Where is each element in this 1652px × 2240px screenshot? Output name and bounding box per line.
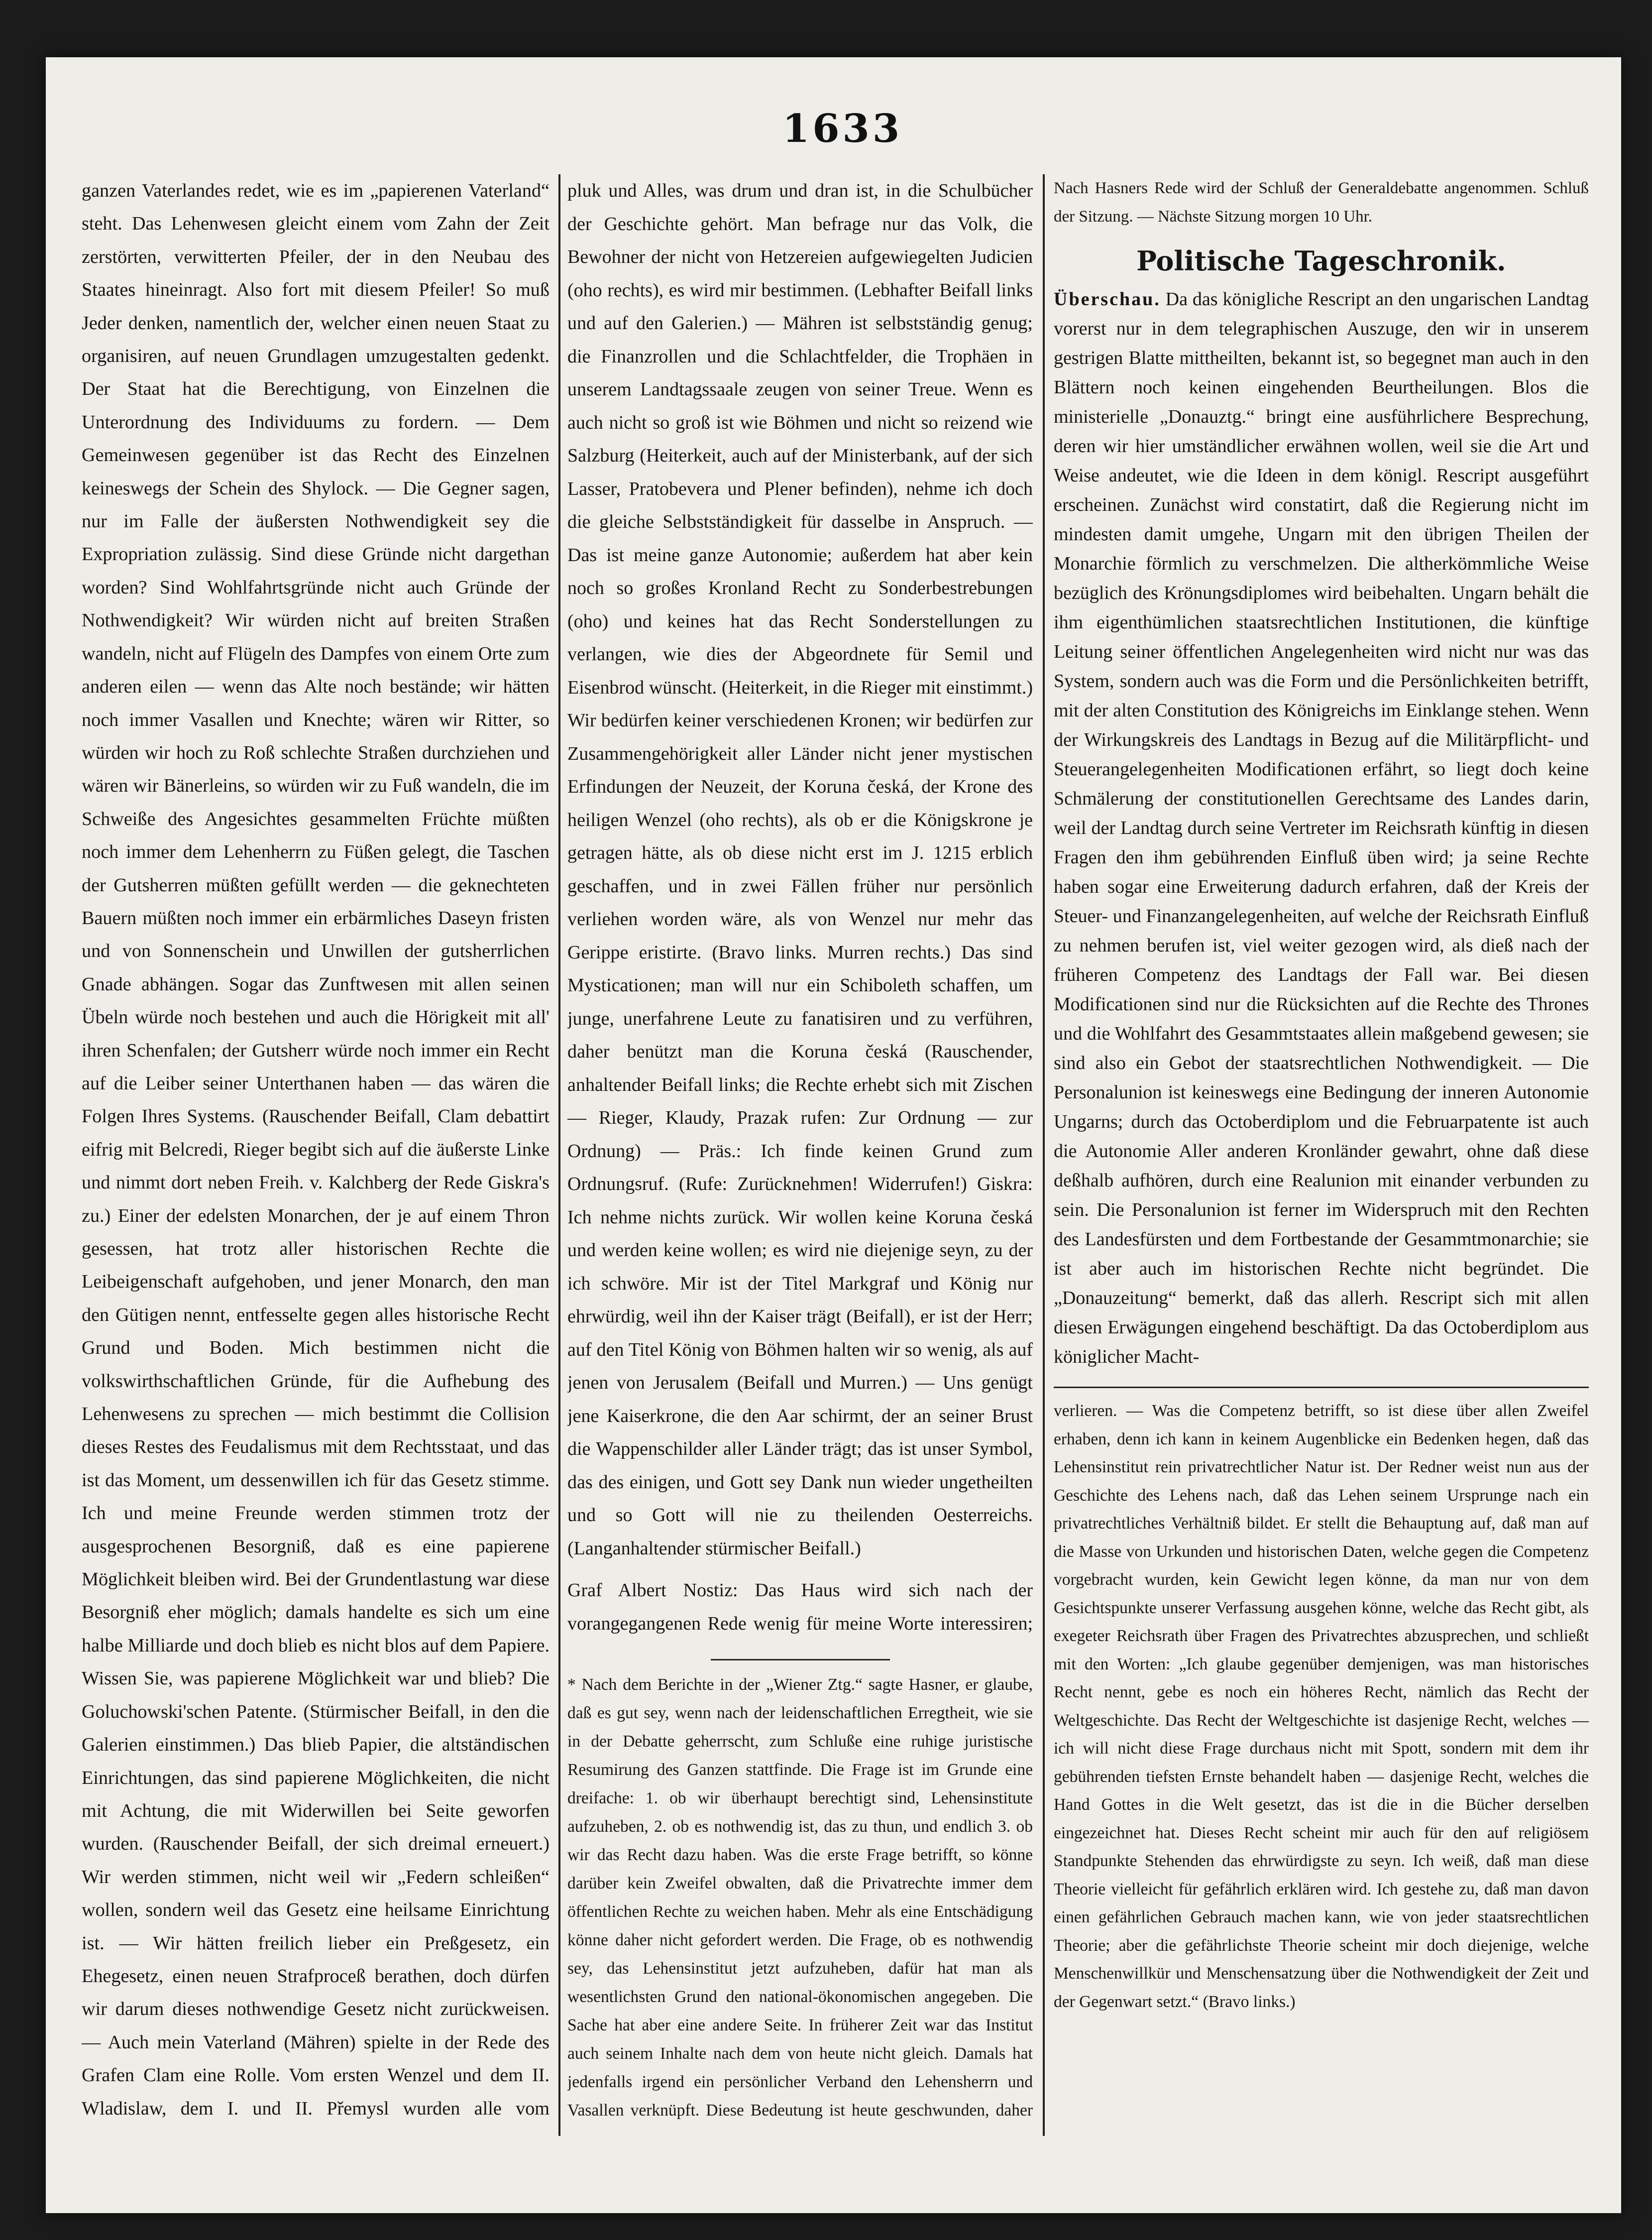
column-divider bbox=[558, 174, 560, 2136]
session-report: Nach Hasners Rede wird der Schluß der Generaldebatte angenommen. Schluß der Sitzung. — Nächste Sitzung morgen 10 Uhr. bbox=[1054, 179, 1589, 226]
column-middle-body bbox=[567, 174, 1033, 1643]
column-divider bbox=[1043, 174, 1045, 2136]
nostiz-speech-text: Graf Albert Nostiz: Das Haus wird sich nach der vorangegangenen Rede wenig für meine Worte interessiren; bbox=[567, 1580, 1033, 1634]
footnote-rule bbox=[711, 1659, 890, 1660]
column-left-text: ganzen Vaterlandes redet, wie es im „papierenen Vaterland“ steht. Das Lehenwesen gleicht einem vom Zahn der Zeit zerstörten, verwitterten Pfeiler, der in den Neubau des Staates hineinragt. Also fort mit diesem Pfeiler! So muß Jeder denken, namentlich der, welcher einen neuen Staat zu organisiren, auf neuen Grundlagen umzugestalten gedenkt. Der Staat hat die Berechtigung, von Einzelnen die Unterordnung des Individuums zu fordern. — Dem Gemeinwesen gegenüber ist das Recht des Einzelnen keineswegs der Schein des Shylock. — Die Gegner sagen, nur im Falle der äußersten Nothwendigkeit sey die Expropriation zulässig. Sind diese Gründe nicht dargethan worden? Sind Wohlfahrtsgründe nicht auch Gründe der Nothwendigkeit? Wir würden nicht auf breiten Straßen wandeln, nicht auf Flügeln des Dampfes von einem Orte zum anderen eilen — wenn das Alte noch bestände; wir hätten noch immer Vasallen und Knechte; wären wir Ritter, so würden wir hoch zu Roß schlechte Straßen durchziehen und wären wir Bänerleins, so würden wir zu Fuß wandeln, die im Schweiße des Angesichtes gesammelten Früchte müßten noch immer dem Lehenherrn zu Füßen gelegt, die Taschen der Gutsherren müßten gefüllt werden — die geknechteten Bauern müßten noch immer ein erbärmliches Daseyn fristen und von Sonnenschein und Unwillen der gutsherrlichen Gnade abhängen. Sogar das Zunftwesen mit allen seinen Übeln würde noch bestehen und auch die Hörigkeit mit all' ihren Schenfalen; der Gutsherr würde noch immer ein Recht auf die Leiber seiner Unterthanen haben — das wären die Folgen Ihres Systems. (Rauschender Beifall, Clam debattirt eifrig mit Belcredi, Rieger begibt sich auf die äußerste Linke und nimmt dort neben Freih. v. Kalchberg der Rede Giskra's zu.) Einer der edelsten Monarchen, der je auf einem Thron gesessen, hat trotz aller historischen Rechte die Leibeigenschaft aufgehoben, und jener Monarch, den man den Gütigen nennt, entfesselte gegen alles historische Recht Grund und Boden. Mich bestimmen nicht die volkswirthschaftlichen Gründe, für die Aufhebung des Lehenwesens zu sprechen — mich bestimmt die Collision dieses Restes des Feudalismus mit dem Rechtsstaat, und das ist das Moment, um dessenwillen ich für das Gesetz stimme. Ich und meine Freunde werden stimmen trotz der ausgesprochenen Besorgniß, daß es eine papierene Möglichkeit bleiben wird. Bei der Grundentlastung war diese Besorgniß eher möglich; damals handelte es sich um eine halbe Milliarde und doch blieb es nicht blos auf dem Papiere. Wissen Sie, was papierene Möglichkeit war und blieb? Die Goluchowski'schen Patente. (Stürmischer Beifall, in den die Galerien einstimmen.) Das blieb Papier, die altständischen Einrichtungen, das sind papierene Möglichkeiten, die nicht mit Achtung, die mit Widerwillen bei Seite geworfen wurden. (Rauschender Beifall, der sich dreimal erneuert.) Wir werden stimmen, nicht weil wir „Federn schleißen“ wollen, sondern weil das Gesetz eine heilsame Einrichtung ist. — Wir hätten freilich lieber ein Preßgesetz, ein Ehegesetz, einen neuen Strafproceß berathen, doch dürfen wir darum dieses nothwendige Gesetz nicht zurückweisen. — Auch mein Vaterland (Mähren) spielte in der Rede des Grafen Clam eine Rolle. Vom ersten Wenzel und dem II. Wladislaw, dem I. und II. Přemysl wurden alle vom bbox=[82, 180, 550, 2119]
page-number: 1633 bbox=[782, 106, 903, 151]
column-right-top bbox=[1054, 174, 1589, 1372]
column-left bbox=[82, 174, 550, 2126]
chronicle-body bbox=[1054, 285, 1589, 1372]
footnote-continuation-text: verlieren. — Was die Competenz betrifft, so ist diese über allen Zweifel erhaben, denn ich kann in keinem Augenblicke ein Bedenken hegen, daß das Lehensinstitut rein privatrechtlicher Natur ist. Der Redner weist nun aus der Geschichte des Lehens nach, daß das Lehen seinem Ursprunge nach ein privatrechtliches Verhältniß bildet. Er stellt die Behauptung auf, daß man auf die Masse von Urkunden und historischen Daten, welche gegen die Competenz vorgebracht wurden, kein Gewicht legen könne, da man nur von dem Gesichtspunkte unserer Verfassung ausgehen könne, welche das Recht gibt, als exegeter Reichsrath über Fragen des Privatrechtes abzusprechen, und schließt mit den Worten: „Ich glaube gegenüber demjenigen, was man historisches Recht nennt, gebe es noch ein höheres Recht, nämlich das Recht der Weltgeschichte. Das Recht der Weltgeschichte ist dasjenige Recht, welches — ich will nicht diese Frage durchaus nicht mit Spott, sondern mit dem ihr gebührenden tiefsten Ernste behandelt haben — dasjenige Recht, welches die Hand Gottes in die Welt gesetzt, das ist die in die Bücher derselben eingezeichnet hat. Dieses Recht scheint mir auch für den auf religiösem Standpunkte Stehenden das ehrwürdigste zu seyn. Ich weiß, daß man diese Theorie vielleicht für gefährlich erklären wird. Ich gestehe zu, daß man davon einen gefährlichen Gebrauch machen kann, wie von jeder staatsrechtlichen Theorie; aber die gefährlichste Theorie scheint mir doch diejenige, welche Menschenwillkür und Menschensatzung über die Nothwendigkeit der Zeit und der Gegenwart setzt.“ (Bravo links.) bbox=[1054, 1402, 1589, 2011]
chronicle-text: Da das königliche Rescript an den ungarischen Landtag vorerst nur in dem telegraphischen Auszuge, den wir in unserem gestrigen Blatte mittheilten, bekannt ist, so begegnet man auch in den Blättern noch keinen eingehenden Beurtheilungen. Blos die ministerielle „Donauztg.“ bringt eine ausführlichere Besprechung, deren wir hier umständlicher erwähnen wollen, weil sie die Art und Weise andeutet, wie die Ideen in dem königl. Rescript ausgeführt erscheinen. Zunächst wird constatirt, daß die Regierung nicht im mindesten damit umgehe, Ungarn mit den übrigen Theilen der Monarchie förmlich zu verschmelzen. Die altherkömmliche Weise bezüglich des Krönungsdiplomes wird beibehalten. Ungarn behält die ihm eigenthümlichen staatsrechtlichen Institutionen, die künftige Leitung seiner öffentlichen Angelegenheiten wird nicht nur was das System, sondern auch was die Form und die Persönlichkeiten betrifft, mit der alten Constitution des Königreichs im Einklange stehen. Wenn der Wirkungskreis des Landtags in Bezug auf die Militärpflicht- und Steuerangelegenheiten Modificationen erfährt, so liegt doch keine Schmälerung der constitutionellen Gerechtsame des Landes darin, weil der Landtag durch seine Vertreter im Reichsrath künftig in diesen Fragen den ihm gebührenden Einfluß üben wird; ja seine Rechte haben sogar eine Erweiterung dadurch erfahren, daß der Kreis der Steuer- und Finanzangelegenheiten, auf welche der Reichsrath Einfluß zu nehmen berufen ist, viel weiter gezogen wird, als dieß nach der früheren Competenz des Landtags der Fall war. Bei diesen Modificationen sind nur die Rücksichten auf die Rechte des Thrones und die Wohlfahrt des Gesammtstaates allein maßgebend gewesen; sie sind also ein Gebot der staatsrechtlichen Nothwendigkeit. — Die Personalunion ist keineswegs eine Bedingung der inneren Autonomie Ungarns; durch das Octoberdiplom und die Februarpatente ist auch die Autonomie Aller anderen Kronländer gewahrt, ohne daß diese deßhalb aufhören, durch eine Realunion mit einander verbunden zu sein. Die Personalunion ist ferner im Widerspruch mit den Rechten des Landesfürsten und dem Fortbestande der Gesammtmonarchie; sie ist aber auch im historischen Rechte nicht begründet. Die „Donauzeitung“ bemerkt, daß das allerh. Rescript sich mit allen diesen Erwägungen eingehend beschäftigt. Da das Octoberdiplom aus königlicher Macht- bbox=[1054, 289, 1589, 1367]
newspaper-page bbox=[46, 57, 1621, 2213]
footnote bbox=[567, 1670, 1033, 2126]
giskra-speech-text: pluk und Alles, was drum und dran ist, in die Schulbücher der Geschichte gehört. Man befrage nur das Volk, die Bewohner der nicht von Hetzereien aufgewiegelten Judicien (oho rechts), es wird mir bestimmen. (Lebhafter Beifall links und auf den Galerien.) — Mähren ist selbstständig genug; die Finanzrollen und die Schlachtfelder, die Trophäen in unserem Landtagssaale zeugen von seiner Treue. Wenn es auch nicht so groß ist wie Böhmen und nicht so reizend wie Salzburg (Heiterkeit, auch auf der Ministerbank, auf der sich Lasser, Pratobevera und Plener befinden), nehme ich doch die gleiche Selbstständigkeit für dasselbe in Anspruch. — Das ist meine ganze Autonomie; außerdem hat aber kein noch so großes Kronland Recht zu Sonderbestrebungen (oho) und keines hat das Recht Sonderstellungen zu verlangen, wie dies der Abgeordnete für Semil und Eisenbrod wünscht. (Heiterkeit, in die Rieger mit einstimmt.) Wir bedürfen keiner verschiedenen Kronen; wir bedürfen zur Zusammengehörigkeit aller Länder nicht jener mystischen Erfindungen der Neuzeit, der Koruna česká, der Krone des heiligen Wenzel (oho rechts), als ob er die Königskrone je getragen hätte, als ob diese nicht erst im J. 1215 erblich geschaffen, und in zwei Fällen früher nur persönlich verliehen worden wäre, als von Wenzel nur mehr das Gerippe eristirte. (Bravo links. Murren rechts.) Das sind Mysticationen; man will nur ein Schiboleth schaffen, um junge, unerfahrene Leute zu fanatisiren und zu verführen, daher benützt man die Koruna česká (Rauschender, anhaltender Beifall links; die Rechte erhebt sich mit Zischen — Rieger, Klaudy, Prazak rufen: Zur Ordnung — zur Ordnung) — Präs.: Ich finde keinen Grund zum Ordnungsruf. (Rufe: Zurücknehmen! Widerrufen!) Giskra: Ich nehme nichts zurück. Wir wollen keine Koruna česká und werden keine wollen; es wird nie diejenige seyn, zu der ich schwöre. Mir ist der Titel Markgraf und König nur ehrwürdig, weil ihn der Kaiser trägt (Beifall), er ist der Herr; auf den Titel König von Böhmen halten wir so wenig, als auf jenen von Jerusalem (Beifall und Murren.) — Uns genügt jene Kaiserkrone, die den Aar schirmt, der an seiner Brust die Wappenschilder aller Länder trägt; das ist unser Symbol, das des einigen, und Gott sey Dank nun wieder ungetheilten und so Gott will nie zu theilenden Oesterreichs. (Langanhaltender stürmischer Beifall.) bbox=[567, 180, 1033, 1559]
footnote-text: * Nach dem Berichte in der „Wiener Ztg.“ sagte Hasner, er glaube, daß es gut sey, wenn nach der leidenschaftlichen Erregtheit, wie sie in der Debatte geherrscht, zum Schluße eine ruhige juristische Resumirung des Ganzen stattfinde. Die Frage ist im Grunde eine dreifache: 1. ob wir überhaupt berechtigt sind, Lehensinstitute aufzuheben, 2. ob es nothwendig ist, das zu thun, und endlich 3. ob wir das Recht dazu haben. Was die erste Frage betrifft, so könne darüber kein Zweifel obwalten, daß die Privatrechte immer dem öffentlichen Rechte zu weichen haben. Mehr als eine Entschädigung könne daher nicht gefordert werden. Die Frage, ob es nothwendig sey, das Lehensinstitut jetzt aufzuheben, dafür hat man als wesentlichsten Grund den national-ökonomischen angegeben. Die Sache hat aber eine andere Seite. In früherer Zeit war das Institut auch seinem Inhalte nach dem von heute nicht gleich. Damals hat jedenfalls irgend ein persönlicher Verband den Lehensherrn und Vasallen verknüpft. Diese Bedeutung ist heute geschwunden, daher bbox=[567, 1675, 1033, 2120]
section-title: Politische Tageschronik. bbox=[1136, 245, 1506, 277]
column-right bbox=[1054, 174, 1589, 2126]
subhead: Überschau. bbox=[1054, 289, 1161, 310]
footnote-continuation bbox=[1054, 1387, 1589, 2016]
column-middle bbox=[567, 174, 1033, 2126]
